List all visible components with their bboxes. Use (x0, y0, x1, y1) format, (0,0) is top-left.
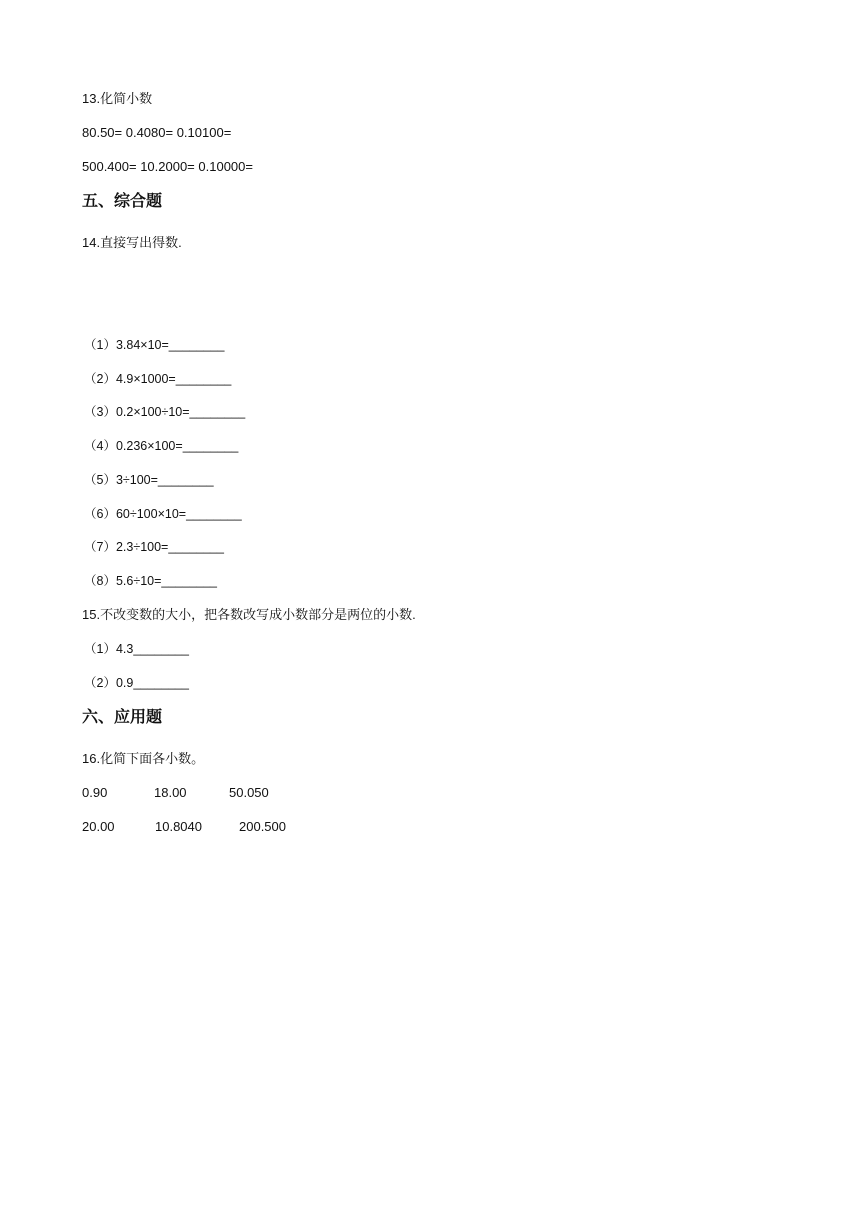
q15-item-1: （1）4.3________ (84, 642, 189, 656)
q14-title: 14.直接写出得数. (82, 235, 182, 250)
q14-item-1: （1）3.84×10=________ (84, 338, 225, 352)
q15-title: 15.不改变数的大小，把各数改写成小数部分是两位的小数. (82, 607, 416, 622)
q13-line-2: 500.400= 10.2000= 0.10000= (82, 159, 253, 174)
section-6-heading: 六、应用题 (82, 707, 163, 726)
section-5-heading: 五、综合题 (82, 191, 163, 210)
q14-item-4: （4）0.236×100=________ (84, 439, 239, 453)
q16-row1-item-1: 0.90 (82, 785, 108, 800)
q13-title: 13.化简小数 (82, 91, 153, 106)
q14-item-8: （8）5.6÷10=________ (84, 574, 218, 588)
q16-row2-item-2: 10.8040 (155, 819, 202, 834)
q16-row1-item-2: 18.00 (154, 785, 187, 800)
q14-item-3: （3）0.2×100÷10=________ (84, 405, 246, 419)
q16-row1-item-3: 50.050 (229, 785, 269, 800)
q14-item-2: （2）4.9×1000=________ (84, 372, 232, 386)
q14-item-7: （7）2.3÷100=________ (84, 540, 224, 554)
q13-line-1: 80.50= 0.4080= 0.10100= (82, 125, 232, 140)
q16-title: 16.化简下面各小数。 (82, 751, 205, 766)
q14-item-5: （5）3÷100=________ (84, 473, 214, 487)
q14-item-6: （6）60÷100×10=________ (84, 507, 242, 521)
q15-item-2: （2）0.9________ (84, 676, 189, 690)
q16-row2-item-1: 20.00 (82, 819, 115, 834)
q16-row2-item-3: 200.500 (239, 819, 286, 834)
